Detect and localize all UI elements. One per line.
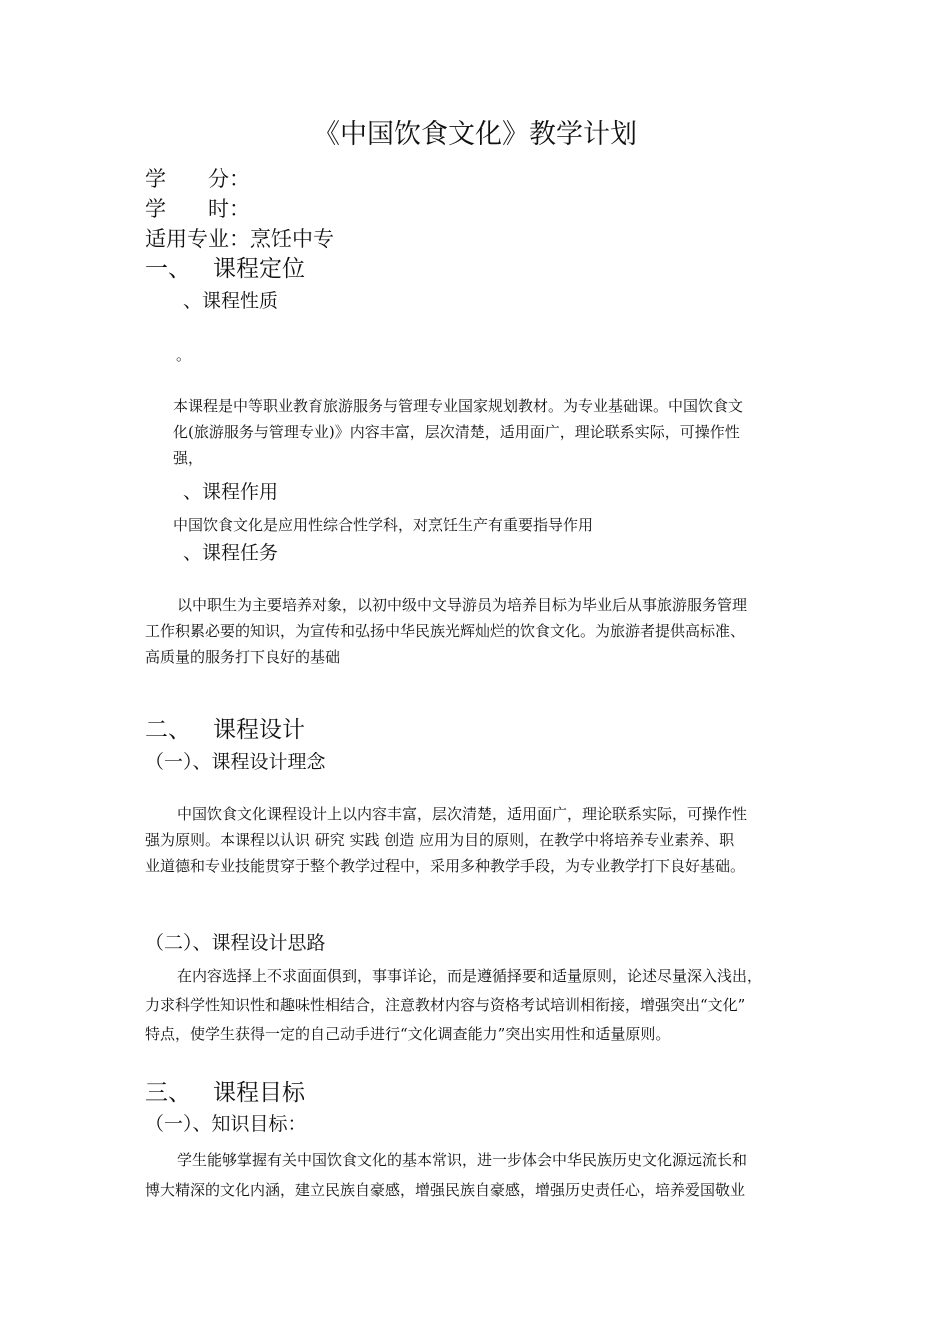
section-2-number: 二、 <box>145 717 191 743</box>
course-nature-paragraph <box>173 393 809 471</box>
credit-label: 学 分： <box>145 167 250 191</box>
section-3-title: 课程目标 <box>213 1080 305 1106</box>
paragraph-line: 特点，使学生获得一定的自己动手进行“文化调查能力”突出实用性和适量原则。 <box>145 1025 671 1043</box>
design-concept-paragraph <box>145 801 809 879</box>
paragraph-line: 博大精深的文化内涵，建立民族自豪感，增强民族自豪感，增强历史责任心，培养爱国敬业 <box>145 1181 746 1199</box>
stray-period-mark: 。 <box>176 346 192 364</box>
paragraph-line: 强为原则。本课程以认识 研究 实践 创造 应用为目的原则，在教学中将培养专业素养、职 <box>145 831 735 849</box>
knowledge-goal-heading: （一）、知识目标： <box>145 1113 307 1135</box>
paragraph-line: 在内容选择上不求面面俱到，事事详论，而是遵循择要和适量原则，论述尽量深入浅出， <box>177 967 763 985</box>
section-2-heading <box>145 711 305 744</box>
paragraph-line: 高质量的服务打下良好的基础 <box>145 648 341 666</box>
paragraph-line: 学生能够掌握有关中国饮食文化的基本常识，进一步体会中华民族历史文化源远流长和 <box>177 1151 748 1169</box>
paragraph-line: 中国饮食文化课程设计上以内容丰富，层次清楚，适用面广，理论联系实际，可操作性 <box>177 805 748 823</box>
paragraph-line: 业道德和专业技能贯穿于整个教学过程中，采用多种教学手段，为专业教学打下良好基础。 <box>145 857 746 875</box>
section-2-title: 课程设计 <box>213 717 305 743</box>
paragraph-line: 以中职生为主要培养对象，以初中级中文导游员为培养目标为毕业后从事旅游服务管理 <box>177 596 748 614</box>
paragraph-line: 化(旅游服务与管理专业)》内容丰富，层次清楚，适用面广，理论联系实际，可操作性 <box>173 423 740 441</box>
course-nature-heading: 、课程性质 <box>183 290 279 312</box>
section-1-heading <box>145 250 305 283</box>
paragraph-line: 本课程是中等职业教育旅游服务与管理专业国家规划教材。为专业基础课。中国饮食文 <box>173 397 744 415</box>
course-task-heading: 、课程任务 <box>183 542 279 564</box>
paragraph-line: 强， <box>173 449 204 467</box>
course-role-heading: 、课程作用 <box>183 481 279 503</box>
section-1-title: 课程定位 <box>213 256 305 282</box>
document-title: 《中国饮食文化》教学计划 <box>313 119 637 150</box>
course-role-text: 中国饮食文化是应用性综合性学科，对烹饪生产有重要指导作用 <box>173 516 594 534</box>
paragraph-line: 力求科学性知识性和趣味性相结合，注意教材内容与资格考试培训相衔接，增强突出“文化” <box>145 996 746 1014</box>
hours-label: 学 时： <box>145 197 250 221</box>
knowledge-goal-paragraph <box>145 1145 809 1205</box>
paragraph-line: 工作积累必要的知识，为宣传和弘扬中华民族光辉灿烂的饮食文化。为旅游者提供高标准、 <box>145 622 746 640</box>
section-3-heading <box>145 1074 305 1107</box>
design-concept-heading: （一）、课程设计理念 <box>145 751 326 773</box>
design-idea-heading: （二）、课程设计思路 <box>145 932 326 954</box>
section-1-number: 一、 <box>145 256 191 282</box>
major-label: 适用专业：烹饪中专 <box>145 227 334 251</box>
course-task-paragraph <box>145 592 809 670</box>
section-3-number: 三、 <box>145 1080 191 1106</box>
design-idea-paragraph <box>145 962 809 1049</box>
